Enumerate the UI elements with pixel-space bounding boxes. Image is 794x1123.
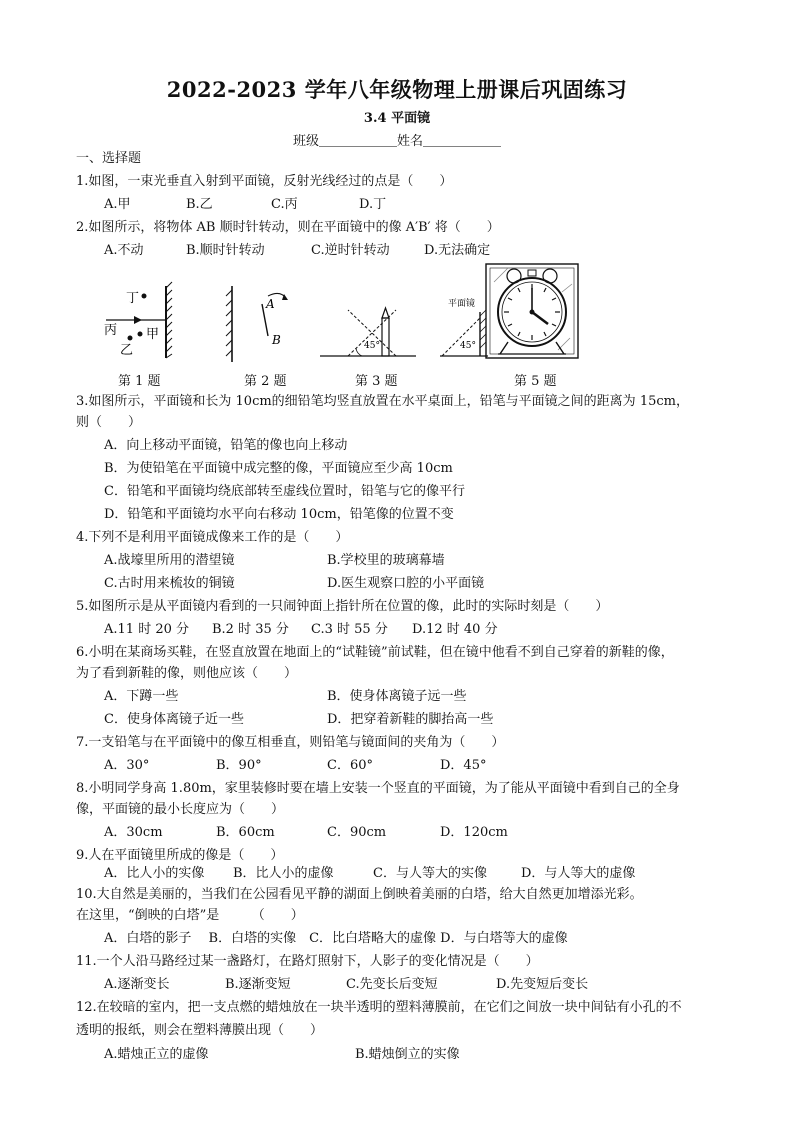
q9-option-b: B．比人小的虚像 <box>233 866 334 881</box>
q1-option-d: D.丁 <box>359 197 387 212</box>
q4-option-a: A.战壕里所用的潜望镜 <box>104 553 235 568</box>
figure-2-label: 第 2 题 <box>244 374 287 389</box>
point-ding <box>142 294 147 299</box>
label-a: A <box>266 297 275 311</box>
q8-option-a: A．30cm <box>104 825 163 840</box>
angle-label-mirror: 45° <box>460 341 476 351</box>
q4-option-d: D.医生观察口腔的小平面镜 <box>327 576 485 591</box>
q3-stem-line2: 则（ ） <box>76 415 142 430</box>
q3-option-b: B．为使铅笔在平面镜中成完整的像，平面镜应至少高 10cm <box>104 461 453 476</box>
q12-option-a: A.蜡烛正立的虚像 <box>104 1047 209 1062</box>
q7-option-c: C．60° <box>327 758 373 773</box>
label-bing: 丙 <box>104 323 118 338</box>
q4-option-c: C.古时用来梳妆的铜镜 <box>104 576 235 591</box>
point-jia <box>138 332 143 337</box>
q2-option-b: B.顺时针转动 <box>186 243 265 258</box>
q1-option-b: B.乙 <box>186 197 213 212</box>
q2-option-c: C.逆时针转动 <box>311 243 390 258</box>
q2-option-a: A.不动 <box>104 243 144 258</box>
angle-label: 45° <box>364 341 380 351</box>
q6-option-b: B．使身体离镜子远一些 <box>327 689 467 704</box>
figure-3-label: 第 3 题 <box>355 374 398 389</box>
q11-option-d: D.先变短后变长 <box>496 977 589 992</box>
class-name-line: 班级＿＿＿＿＿＿姓名＿＿＿＿＿＿ <box>292 134 501 149</box>
q7-option-a: A．30° <box>104 758 150 773</box>
q3-option-a: A．向上移动平面镜，铅笔的像也向上移动 <box>104 438 348 453</box>
q8-option-b: B．60cm <box>216 825 275 840</box>
figure-1-label: 第 1 题 <box>118 374 161 389</box>
q11-stem: 11.一个人沿马路经过某一盏路灯，在路灯照射下，人影子的变化情况是（ ） <box>76 954 539 969</box>
section-heading: 一、选择题 <box>76 151 142 166</box>
q6-option-c: C．使身体离镜子近一些 <box>104 712 244 727</box>
mirror-label: 平面镜 <box>448 299 476 309</box>
q12-stem-line2: 透明的报纸，则会在塑料薄膜出现（ ） <box>76 1023 324 1038</box>
q5-option-c: C.3 时 55 分 <box>311 622 388 637</box>
label-b: B <box>272 333 281 347</box>
q8-stem-line1: 8.小明同学身高 1.80m，家里装修时要在墙上安装一个竖直的平面镜，为了能从平面镜中看到自己的全身 <box>76 781 680 796</box>
label-jia: 甲 <box>146 327 160 342</box>
q12-stem-line1: 12.在较暗的室内，把一支点燃的蜡烛放在一块半透明的塑料薄膜前，在它们之间放一块中间钻有小孔的不 <box>76 1000 682 1015</box>
q10-stem-line1: 10.大自然是美丽的，当我们在公园看见平静的湖面上倒映着美丽的白塔，给大自然更加增添光彩。 <box>76 887 643 902</box>
q7-option-d: D．45° <box>440 758 487 773</box>
q3-stem-line1: 3.如图所示，平面镜和长为 10cm的细铅笔均竖直放置在水平桌面上，铅笔与平面镜之间的距离为 15cm， <box>76 394 689 409</box>
q9-option-d: D．与人等大的虚像 <box>521 866 636 881</box>
q11-option-b: B.逐渐变短 <box>225 977 291 992</box>
q8-option-c: C．90cm <box>327 825 387 840</box>
q7-stem: 7.一支铅笔与在平面镜中的像互相垂直，则铅笔与镜面间的夹角为（ ） <box>76 735 505 750</box>
q5-option-b: B.2 时 35 分 <box>212 622 289 637</box>
q4-stem: 4.下列不是利用平面镜成像来工作的是（ ） <box>76 530 349 545</box>
q2-stem: 2.如图所示，将物体 AB 顺时针转动，则在平面镜中的像 A′B′ 将（ ） <box>76 220 500 235</box>
figure-2 <box>222 282 302 367</box>
q8-option-d: D．120cm <box>440 825 508 840</box>
q4-option-b: B.学校里的玻璃幕墙 <box>327 553 445 568</box>
section-subtitle: 3.4 平面镜 <box>363 111 431 126</box>
q5-stem: 5.如图所示是从平面镜内看到的一只闹钟面上指针所在位置的像，此时的实际时刻是（ ） <box>76 599 609 614</box>
q6-option-d: D．把穿着新鞋的脚抬高一些 <box>327 712 494 727</box>
q9-option-a: A．比人小的实像 <box>104 866 205 881</box>
q8-stem-line2: 像，平面镜的最小长度应为（ ） <box>76 802 285 817</box>
q5-option-a: A.11 时 20 分 <box>104 622 190 637</box>
q10-stem-line2: 在这里，“倒映的白塔”是 （ ） <box>76 908 304 923</box>
figure-3-mirror <box>438 292 490 364</box>
q6-stem-line2: 为了看到新鞋的像，则他应该（ ） <box>76 666 298 681</box>
figure-3 <box>318 292 418 364</box>
figure-1 <box>100 278 190 368</box>
q6-option-a: A．下蹲一些 <box>104 689 179 704</box>
point-yi <box>128 336 133 341</box>
q9-option-c: C．与人等大的实像 <box>373 866 487 881</box>
page-title: 2022-2023 学年八年级物理上册课后巩固练习 <box>166 77 628 102</box>
figure-5-label: 第 5 题 <box>514 374 557 389</box>
label-ding: 丁 <box>126 291 140 306</box>
q12-option-b: B.蜡烛倒立的实像 <box>355 1047 460 1062</box>
q9-stem: 9.人在平面镜里所成的像是（ ） <box>76 848 284 863</box>
q1-option-c: C.丙 <box>271 197 298 212</box>
q2-option-d: D.无法确定 <box>424 243 491 258</box>
q5-option-d: D.12 时 40 分 <box>412 622 498 637</box>
q3-option-d: D．铅笔和平面镜均水平向右移动 10cm，铅笔像的位置不变 <box>104 507 454 522</box>
q3-option-c: C．铅笔和平面镜均绕底部转至虚线位置时，铅笔与它的像平行 <box>104 484 465 499</box>
label-yi: 乙 <box>120 343 134 358</box>
q6-stem-line1: 6.小明在某商场买鞋，在竖直放置在地面上的“试鞋镜”前试鞋，但在镜中他看不到自己穿着的新鞋的像， <box>76 645 674 660</box>
q1-option-a: A.甲 <box>104 197 131 212</box>
q11-option-c: C.先变长后变短 <box>346 977 438 992</box>
figure-5-clock <box>484 262 580 360</box>
q1-stem: 1.如图，一束光垂直入射到平面镜，反射光线经过的点是（ ） <box>76 174 453 189</box>
q11-option-a: A.逐渐变长 <box>104 977 170 992</box>
q10-options: A．白塔的影子 B．白塔的实像 C．比白塔略大的虚像 D．与白塔等大的虚像 <box>104 931 568 946</box>
q7-option-b: B．90° <box>216 758 262 773</box>
